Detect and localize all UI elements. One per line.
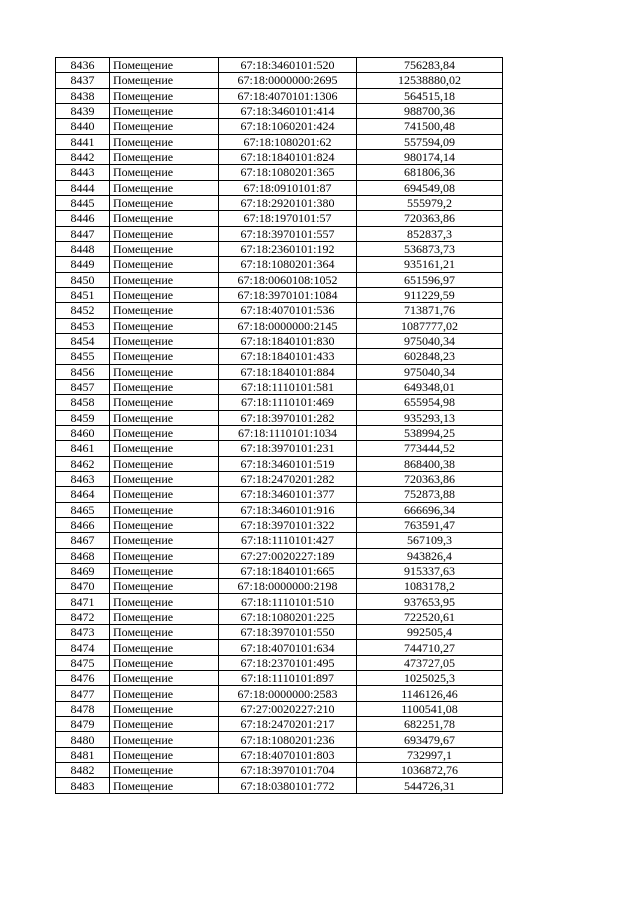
cadastral-value-cell: 980174,14 — [357, 149, 503, 164]
cadastral-number-cell: 67:18:1080201:236 — [219, 732, 357, 747]
object-type-cell: Помещение — [110, 333, 219, 348]
cadastral-value-cell: 852837,3 — [357, 226, 503, 241]
table-row — [56, 303, 503, 318]
object-type-cell: Помещение — [110, 165, 219, 180]
row-number-cell: 8444 — [56, 180, 110, 195]
row-number-cell: 8483 — [56, 778, 110, 793]
cadastral-value-cell: 682251,78 — [357, 717, 503, 732]
cadastral-value-cell: 602848,23 — [357, 349, 503, 364]
object-type-cell: Помещение — [110, 763, 219, 778]
row-number-cell: 8457 — [56, 379, 110, 394]
cadastral-number-cell: 67:18:3460101:377 — [219, 487, 357, 502]
cadastral-number-cell: 67:18:2470201:282 — [219, 471, 357, 486]
table-row — [56, 149, 503, 164]
cadastral-value-cell: 937653,95 — [357, 594, 503, 609]
cadastral-value-cell: 720363,86 — [357, 471, 503, 486]
cadastral-number-cell: 67:18:4070101:1306 — [219, 88, 357, 103]
object-type-cell: Помещение — [110, 103, 219, 118]
cadastral-value-cell: 722520,61 — [357, 609, 503, 624]
object-type-cell: Помещение — [110, 533, 219, 548]
row-number-cell: 8448 — [56, 241, 110, 256]
cadastral-number-cell: 67:18:1840101:433 — [219, 349, 357, 364]
cadastral-value-cell: 720363,86 — [357, 211, 503, 226]
object-type-cell: Помещение — [110, 226, 219, 241]
cadastral-number-cell: 67:27:0020227:210 — [219, 701, 357, 716]
table-row — [56, 395, 503, 410]
cadastral-value-cell: 1146126,46 — [357, 686, 503, 701]
row-number-cell: 8449 — [56, 257, 110, 272]
row-number-cell: 8476 — [56, 671, 110, 686]
cadastral-value-cell: 666696,34 — [357, 502, 503, 517]
object-type-cell: Помещение — [110, 640, 219, 655]
row-number-cell: 8477 — [56, 686, 110, 701]
cadastral-number-cell: 67:18:1080201:62 — [219, 134, 357, 149]
row-number-cell: 8440 — [56, 119, 110, 134]
cadastral-value-cell: 1083178,2 — [357, 579, 503, 594]
row-number-cell: 8453 — [56, 318, 110, 333]
row-number-cell: 8438 — [56, 88, 110, 103]
table-row — [56, 548, 503, 563]
table-row — [56, 88, 503, 103]
row-number-cell: 8456 — [56, 364, 110, 379]
table-row — [56, 471, 503, 486]
cadastral-value-cell: 935293,13 — [357, 410, 503, 425]
row-number-cell: 8475 — [56, 655, 110, 670]
row-number-cell: 8451 — [56, 287, 110, 302]
cadastral-number-cell: 67:18:3970101:550 — [219, 625, 357, 640]
cadastral-value-cell: 943826,4 — [357, 548, 503, 563]
table-row — [56, 241, 503, 256]
cadastral-number-cell: 67:18:1110101:1034 — [219, 425, 357, 440]
table-row — [56, 502, 503, 517]
row-number-cell: 8442 — [56, 149, 110, 164]
cadastral-value-table — [55, 57, 503, 794]
cadastral-value-cell: 935161,21 — [357, 257, 503, 272]
table-row — [56, 640, 503, 655]
cadastral-number-cell: 67:18:1110101:581 — [219, 379, 357, 394]
table-row — [56, 579, 503, 594]
cadastral-value-cell: 915337,63 — [357, 563, 503, 578]
cadastral-number-cell: 67:18:3970101:1084 — [219, 287, 357, 302]
cadastral-number-cell: 67:18:1110101:469 — [219, 395, 357, 410]
cadastral-number-cell: 67:18:1080201:225 — [219, 609, 357, 624]
cadastral-number-cell: 67:18:4070101:634 — [219, 640, 357, 655]
table-row — [56, 287, 503, 302]
cadastral-number-cell: 67:18:2360101:192 — [219, 241, 357, 256]
object-type-cell: Помещение — [110, 149, 219, 164]
row-number-cell: 8470 — [56, 579, 110, 594]
object-type-cell: Помещение — [110, 747, 219, 762]
cadastral-value-cell: 557594,09 — [357, 134, 503, 149]
cadastral-value-cell: 567109,3 — [357, 533, 503, 548]
table-row — [56, 763, 503, 778]
object-type-cell: Помещение — [110, 134, 219, 149]
cadastral-number-cell: 67:18:0000000:2695 — [219, 73, 357, 88]
row-number-cell: 8479 — [56, 717, 110, 732]
row-number-cell: 8462 — [56, 456, 110, 471]
cadastral-value-cell: 655954,98 — [357, 395, 503, 410]
table-row — [56, 349, 503, 364]
object-type-cell: Помещение — [110, 257, 219, 272]
table-row — [56, 732, 503, 747]
cadastral-number-cell: 67:18:1840101:824 — [219, 149, 357, 164]
cadastral-number-cell: 67:18:0000000:2198 — [219, 579, 357, 594]
table-row — [56, 686, 503, 701]
object-type-cell: Помещение — [110, 517, 219, 532]
object-type-cell: Помещение — [110, 379, 219, 394]
row-number-cell: 8452 — [56, 303, 110, 318]
row-number-cell: 8439 — [56, 103, 110, 118]
cadastral-number-cell: 67:18:1110101:897 — [219, 671, 357, 686]
cadastral-number-cell: 67:18:1110101:510 — [219, 594, 357, 609]
table-row — [56, 456, 503, 471]
table-row — [56, 119, 503, 134]
row-number-cell: 8445 — [56, 195, 110, 210]
cadastral-value-cell: 713871,76 — [357, 303, 503, 318]
row-number-cell: 8447 — [56, 226, 110, 241]
cadastral-value-cell: 911229,59 — [357, 287, 503, 302]
cadastral-number-cell: 67:18:0000000:2145 — [219, 318, 357, 333]
row-number-cell: 8467 — [56, 533, 110, 548]
table-row — [56, 609, 503, 624]
object-type-cell: Помещение — [110, 594, 219, 609]
row-number-cell: 8436 — [56, 58, 110, 73]
cadastral-value-cell: 1036872,76 — [357, 763, 503, 778]
table-row — [56, 594, 503, 609]
table-row — [56, 226, 503, 241]
object-type-cell: Помещение — [110, 195, 219, 210]
object-type-cell: Помещение — [110, 395, 219, 410]
object-type-cell: Помещение — [110, 88, 219, 103]
row-number-cell: 8465 — [56, 502, 110, 517]
cadastral-value-cell: 756283,84 — [357, 58, 503, 73]
table-row — [56, 625, 503, 640]
table-row — [56, 425, 503, 440]
table-row — [56, 103, 503, 118]
cadastral-value-cell: 473727,05 — [357, 655, 503, 670]
object-type-cell: Помещение — [110, 717, 219, 732]
cadastral-value-cell: 741500,48 — [357, 119, 503, 134]
object-type-cell: Помещение — [110, 58, 219, 73]
object-type-cell: Помещение — [110, 318, 219, 333]
table-row — [56, 180, 503, 195]
row-number-cell: 8461 — [56, 441, 110, 456]
object-type-cell: Помещение — [110, 410, 219, 425]
cadastral-number-cell: 67:18:0910101:87 — [219, 180, 357, 195]
cadastral-number-cell: 67:18:1840101:665 — [219, 563, 357, 578]
object-type-cell: Помещение — [110, 287, 219, 302]
object-type-cell: Помещение — [110, 303, 219, 318]
table-row — [56, 211, 503, 226]
row-number-cell: 8443 — [56, 165, 110, 180]
object-type-cell: Помещение — [110, 180, 219, 195]
object-type-cell: Помещение — [110, 778, 219, 793]
object-type-cell: Помещение — [110, 471, 219, 486]
object-type-cell: Помещение — [110, 349, 219, 364]
row-number-cell: 8459 — [56, 410, 110, 425]
row-number-cell: 8450 — [56, 272, 110, 287]
object-type-cell: Помещение — [110, 671, 219, 686]
cadastral-number-cell: 67:18:3460101:916 — [219, 502, 357, 517]
cadastral-number-cell: 67:18:3970101:557 — [219, 226, 357, 241]
table-row — [56, 73, 503, 88]
cadastral-value-cell: 564515,18 — [357, 88, 503, 103]
table-row — [56, 441, 503, 456]
table-row — [56, 318, 503, 333]
cadastral-number-cell: 67:18:3460101:414 — [219, 103, 357, 118]
object-type-cell: Помещение — [110, 441, 219, 456]
cadastral-number-cell: 67:18:3460101:519 — [219, 456, 357, 471]
table-row — [56, 165, 503, 180]
cadastral-number-cell: 67:18:0380101:772 — [219, 778, 357, 793]
object-type-cell: Помещение — [110, 655, 219, 670]
row-number-cell: 8469 — [56, 563, 110, 578]
row-number-cell: 8480 — [56, 732, 110, 747]
cadastral-number-cell: 67:18:3970101:322 — [219, 517, 357, 532]
row-number-cell: 8466 — [56, 517, 110, 532]
object-type-cell: Помещение — [110, 701, 219, 716]
row-number-cell: 8473 — [56, 625, 110, 640]
table-row — [56, 134, 503, 149]
row-number-cell: 8455 — [56, 349, 110, 364]
cadastral-value-cell: 649348,01 — [357, 379, 503, 394]
table-row — [56, 333, 503, 348]
cadastral-number-cell: 67:18:1060201:424 — [219, 119, 357, 134]
row-number-cell: 8454 — [56, 333, 110, 348]
row-number-cell: 8463 — [56, 471, 110, 486]
object-type-cell: Помещение — [110, 563, 219, 578]
cadastral-value-cell: 752873,88 — [357, 487, 503, 502]
cadastral-number-cell: 67:18:4070101:803 — [219, 747, 357, 762]
table-row — [56, 533, 503, 548]
cadastral-number-cell: 67:18:1080201:364 — [219, 257, 357, 272]
row-number-cell: 8482 — [56, 763, 110, 778]
cadastral-number-cell: 67:18:1110101:427 — [219, 533, 357, 548]
cadastral-number-cell: 67:27:0020227:189 — [219, 548, 357, 563]
object-type-cell: Помещение — [110, 686, 219, 701]
row-number-cell: 8481 — [56, 747, 110, 762]
cadastral-value-cell: 1087777,02 — [357, 318, 503, 333]
cadastral-value-cell: 1100541,08 — [357, 701, 503, 716]
object-type-cell: Помещение — [110, 73, 219, 88]
cadastral-number-cell: 67:18:1840101:884 — [219, 364, 357, 379]
row-number-cell: 8441 — [56, 134, 110, 149]
cadastral-value-cell: 693479,67 — [357, 732, 503, 747]
cadastral-value-cell: 992505,4 — [357, 625, 503, 640]
row-number-cell: 8437 — [56, 73, 110, 88]
cadastral-value-cell: 1025025,3 — [357, 671, 503, 686]
row-number-cell: 8464 — [56, 487, 110, 502]
object-type-cell: Помещение — [110, 211, 219, 226]
cadastral-value-cell: 975040,34 — [357, 364, 503, 379]
cadastral-value-cell: 694549,08 — [357, 180, 503, 195]
cadastral-number-cell: 67:18:3970101:231 — [219, 441, 357, 456]
object-type-cell: Помещение — [110, 625, 219, 640]
table-row — [56, 717, 503, 732]
row-number-cell: 8446 — [56, 211, 110, 226]
object-type-cell: Помещение — [110, 502, 219, 517]
table-body — [56, 58, 503, 794]
cadastral-value-cell: 988700,36 — [357, 103, 503, 118]
cadastral-number-cell: 67:18:1970101:57 — [219, 211, 357, 226]
cadastral-number-cell: 67:18:1080201:365 — [219, 165, 357, 180]
cadastral-number-cell: 67:18:3970101:704 — [219, 763, 357, 778]
cadastral-value-cell: 544726,31 — [357, 778, 503, 793]
cadastral-value-cell: 744710,27 — [357, 640, 503, 655]
row-number-cell: 8474 — [56, 640, 110, 655]
table-row — [56, 563, 503, 578]
cadastral-number-cell: 67:18:0060108:1052 — [219, 272, 357, 287]
cadastral-number-cell: 67:18:2370101:495 — [219, 655, 357, 670]
cadastral-number-cell: 67:18:3460101:520 — [219, 58, 357, 73]
object-type-cell: Помещение — [110, 456, 219, 471]
object-type-cell: Помещение — [110, 579, 219, 594]
table-row — [56, 195, 503, 210]
cadastral-number-cell: 67:18:2920101:380 — [219, 195, 357, 210]
table-row — [56, 671, 503, 686]
row-number-cell: 8478 — [56, 701, 110, 716]
table-row — [56, 747, 503, 762]
row-number-cell: 8468 — [56, 548, 110, 563]
object-type-cell: Помещение — [110, 487, 219, 502]
object-type-cell: Помещение — [110, 548, 219, 563]
table-row — [56, 364, 503, 379]
row-number-cell: 8458 — [56, 395, 110, 410]
table-row — [56, 272, 503, 287]
cadastral-value-cell: 12538880,02 — [357, 73, 503, 88]
table-row — [56, 701, 503, 716]
cadastral-value-cell: 555979,2 — [357, 195, 503, 210]
table-row — [56, 517, 503, 532]
cadastral-number-cell: 67:18:4070101:536 — [219, 303, 357, 318]
row-number-cell: 8471 — [56, 594, 110, 609]
object-type-cell: Помещение — [110, 364, 219, 379]
cadastral-value-cell: 651596,97 — [357, 272, 503, 287]
cadastral-value-cell: 763591,47 — [357, 517, 503, 532]
table-row — [56, 778, 503, 793]
cadastral-value-cell: 868400,38 — [357, 456, 503, 471]
cadastral-value-cell: 536873,73 — [357, 241, 503, 256]
row-number-cell: 8472 — [56, 609, 110, 624]
cadastral-value-cell: 975040,34 — [357, 333, 503, 348]
object-type-cell: Помещение — [110, 241, 219, 256]
cadastral-number-cell: 67:18:0000000:2583 — [219, 686, 357, 701]
table-row — [56, 410, 503, 425]
row-number-cell: 8460 — [56, 425, 110, 440]
table-row — [56, 487, 503, 502]
cadastral-number-cell: 67:18:3970101:282 — [219, 410, 357, 425]
table-row — [56, 257, 503, 272]
object-type-cell: Помещение — [110, 609, 219, 624]
cadastral-value-cell: 732997,1 — [357, 747, 503, 762]
object-type-cell: Помещение — [110, 119, 219, 134]
cadastral-value-cell: 681806,36 — [357, 165, 503, 180]
table-row — [56, 655, 503, 670]
object-type-cell: Помещение — [110, 272, 219, 287]
cadastral-number-cell: 67:18:2470201:217 — [219, 717, 357, 732]
cadastral-value-cell: 773444,52 — [357, 441, 503, 456]
object-type-cell: Помещение — [110, 732, 219, 747]
cadastral-value-cell: 538994,25 — [357, 425, 503, 440]
table-row — [56, 379, 503, 394]
object-type-cell: Помещение — [110, 425, 219, 440]
cadastral-number-cell: 67:18:1840101:830 — [219, 333, 357, 348]
table-row — [56, 58, 503, 73]
